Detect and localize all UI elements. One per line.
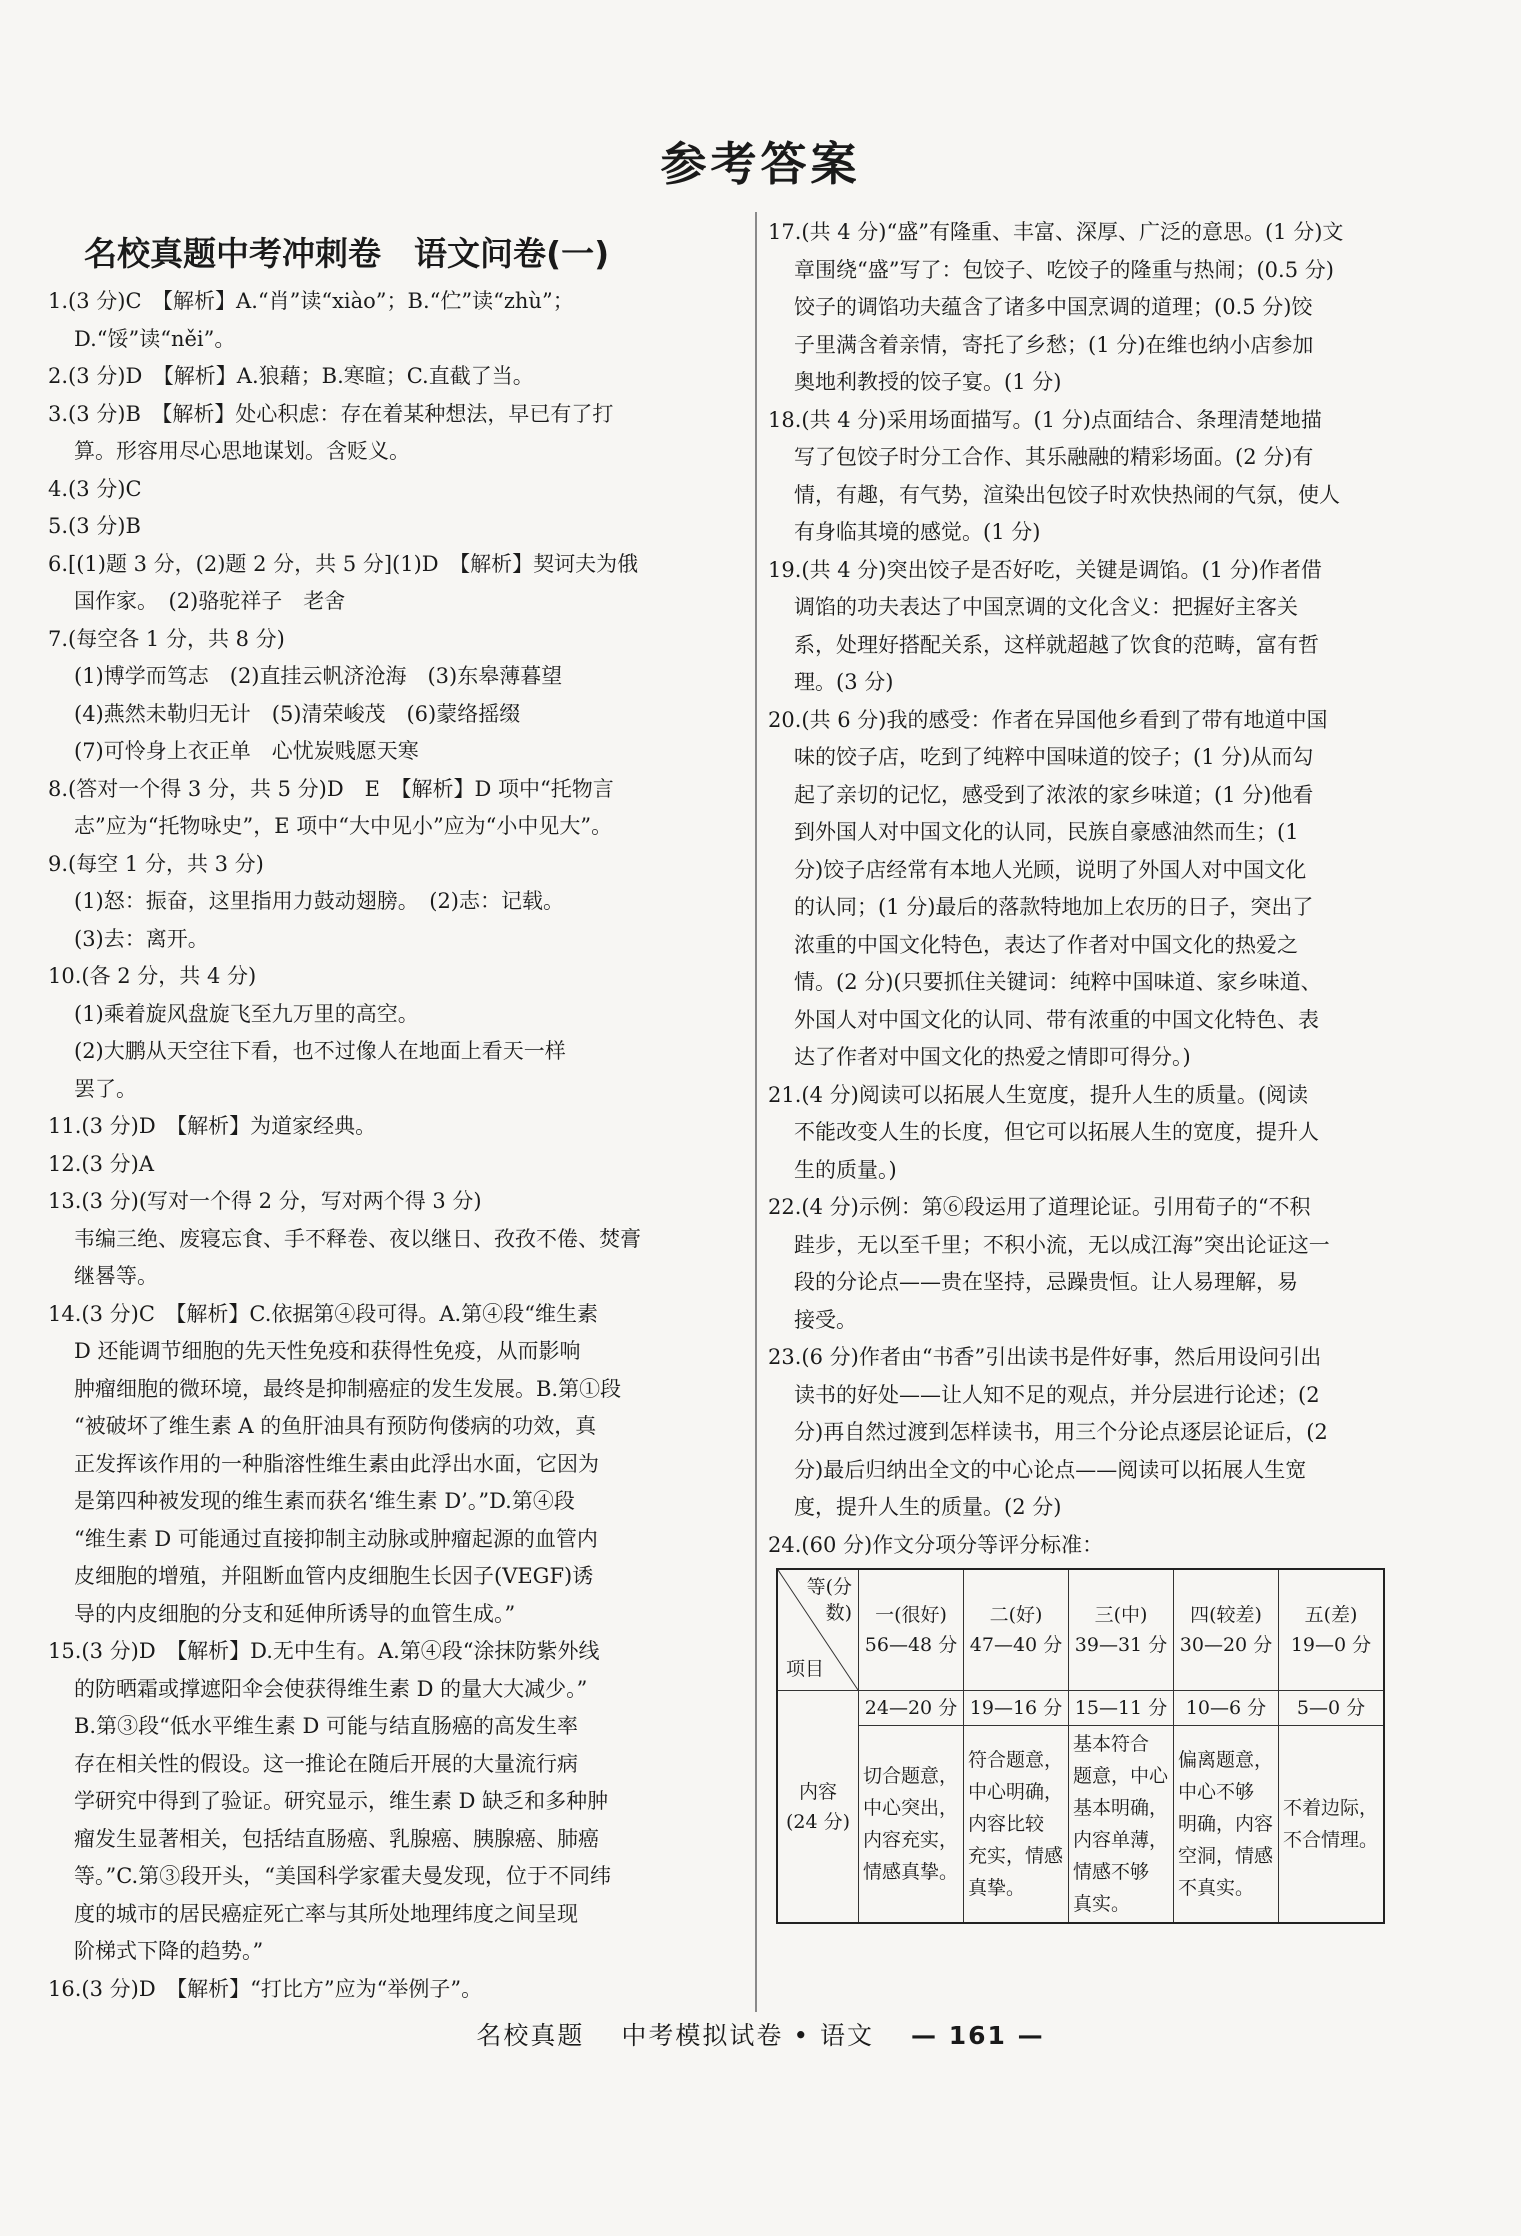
answer-item: 23.(6 分)作者由“书香”引出读书是件好事，然后用设问引出 [768,1345,1322,1369]
answer-item: 5.(3 分)B [48,514,141,538]
answer-line-continued: 读书的好处——让人知不足的观点，并分层进行论述；(2 [794,1382,1320,1407]
answer-line-continued: 子里满含着亲情，寄托了乡愁；(1 分)在维也纳小店参加 [794,332,1314,357]
grade-header-2: 二(好) 47—40 分 [964,1569,1069,1691]
answer-item: 18.(共 4 分)采用场面描写。(1 分)点面结合、条理清楚地描 [768,407,1322,432]
answer-item: 3.(3 分)B 【解析】处心积虑：存在着某种想法，早已有了打 [48,401,614,426]
answer-line-continued: 分)再自然过渡到怎样读书，用三个分论点逐层论证后，(2 [794,1420,1328,1444]
corner-top-label: 等(分 数) [806,1576,852,1624]
grade-header-3: 三(中) 39—31 分 [1069,1569,1174,1691]
answer-line-continued: 皮细胞的增殖，并阻断血管内皮细胞生长因子(VEGF)诱 [74,1564,594,1588]
answer-line-continued: 肿瘤细胞的微环境，最终是抑制癌症的发生发展。B.第①段 [74,1376,622,1401]
row-desc-1: 切合题意， 中心突出， 内容充实， 情感真挚。 [859,1726,964,1924]
answer-line-continued: 接受。 [794,1307,857,1332]
answer-line-continued: D.“馁”读“něi”。 [74,326,236,351]
answer-item: 20.(共 6 分)我的感受：作者在异国他乡看到了带有地道中国 [768,707,1328,732]
answer-line-continued: 志”应为“托物咏史”，E 项中“大中见小”应为“小中见大”。 [74,814,613,838]
right-answer-list [768,214,1468,1564]
answer-item: 14.(3 分)C 【解析】C.依据第④段可得。A.第④段“维生素 [48,1301,598,1326]
answer-line-continued: 度的城市的居民癌症死亡率与其所处地理纬度之间呈现 [74,1901,578,1926]
answer-line-continued: 阶梯式下降的趋势。” [74,1939,264,1963]
answer-line-continued: 章围绕“盛”写了：包饺子、吃饺子的隆重与热闹；(0.5 分) [794,257,1334,282]
row-range-2: 19—16 分 [964,1691,1069,1726]
table-corner-cell [777,1569,859,1691]
page-number: — 161 — [910,2021,1045,2050]
answer-line-continued: (2)大鹏从天空往下看，也不过像人在地面上看天一样 [74,1039,566,1063]
answer-line-continued: (1)博学而笃志 (2)直挂云帆济沧海 (3)东皋薄暮望 [74,664,563,688]
footer-subtitle: 中考模拟试卷 • 语文 [621,2021,875,2050]
answer-item: 24.(60 分)作文分项分等评分标准： [768,1532,1104,1557]
row-desc-2: 符合题意， 中心明确， 内容比较 充实，情感 真挚。 [964,1726,1069,1924]
answer-item: 4.(3 分)C [48,476,142,501]
left-answer-list [48,283,738,2008]
answer-line-continued: 继晷等。 [74,1264,158,1288]
answer-item: 7.(每空各 1 分，共 8 分) [48,626,285,651]
answer-line-continued: 有身临其境的感觉。(1 分) [794,520,1041,544]
row-range-4: 10—6 分 [1174,1691,1279,1726]
answer-line-continued: 国作家。 (2)骆驼祥子 老舍 [74,589,346,613]
row-range-1: 24—20 分 [859,1691,964,1726]
answer-line-continued: (1)怒：振奋，这里指用力鼓动翅膀。 (2)志：记载。 [74,889,564,913]
page-title: 参考答案 [660,137,861,191]
answer-line-continued: “维生素 D 可能通过直接抑制主动脉或肿瘤起源的血管内 [74,1526,598,1551]
column-divider [755,212,757,2012]
answer-line-continued: 罢了。 [74,1076,137,1101]
row-desc-4: 偏离题意， 中心不够 明确，内容 空洞，情感 不真实。 [1174,1726,1279,1924]
answer-line-continued: 不能改变人生的长度，但它可以拓展人生的宽度，提升人 [794,1120,1319,1144]
answer-line-continued: 瘤发生显著相关，包括结直肠癌、乳腺癌、胰腺癌、肺癌 [74,1826,599,1851]
footer-brand: 名校真题 [476,2021,585,2050]
answer-line-continued: 存在相关性的假设。这一推论在随后开展的大量流行病 [74,1751,578,1776]
answer-line-continued: 等。”C.第③段开头，“美国科学家霍夫曼发现，位于不同纬 [74,1864,611,1888]
answer-line-continued: 理。(3 分) [794,670,894,694]
answer-line-continued: 段的分论点——贵在坚持，忌躁贵恒。让人易理解，易 [794,1270,1298,1294]
answer-line-continued: “被破坏了维生素 A 的鱼肝油具有预防佝偻病的功效，真 [74,1414,597,1438]
answer-line-continued: 是第四种被发现的维生素而获名‘维生素 D’。”D.第④段 [74,1489,575,1513]
answer-line-continued: B.第③段“低水平维生素 D 可能与结直肠癌的高发生率 [74,1714,579,1738]
answer-line-continued: 调馅的功夫表达了中国烹调的文化含义：把握好主客关 [794,595,1298,619]
answer-line-continued: 奥地利教授的饺子宴。(1 分) [794,370,1062,394]
grade-header-1: 一(很好) 56—48 分 [859,1569,964,1691]
row-desc-3: 基本符合 题意，中心 基本明确， 内容单薄， 情感不够 真实。 [1069,1726,1174,1924]
answer-line-continued: D 还能调节细胞的先天性免疫和获得性免疫，从而影响 [74,1339,581,1363]
answer-line-continued: 味的饺子店，吃到了纯粹中国味道的饺子；(1 分)从而勾 [794,745,1314,769]
row-desc-5: 不着边际， 不合情理。 [1279,1726,1385,1924]
answer-line-continued: (7)可怜身上衣正单 心忧炭贱愿天寒 [74,739,419,763]
answer-line-continued: 跬步，无以至千里；不积小流，无以成江海”突出论证这一 [794,1232,1330,1257]
answer-line-continued: 外国人对中国文化的认同、带有浓重的中国文化特色、表 [794,1007,1319,1032]
answer-item: 13.(3 分)(写对一个得 2 分，写对两个得 3 分) [48,1189,482,1213]
page-footer [0,2016,1521,2052]
answer-line-continued: 起了亲切的记忆，感受到了浓浓的家乡味道；(1 分)他看 [794,782,1314,807]
left-column [48,228,738,2008]
answer-line-continued: 生的质量。) [794,1157,897,1182]
answer-item: 2.(3 分)D 【解析】A.狼藉；B.寒暄；C.直截了当。 [48,364,534,388]
answer-item: 19.(共 4 分)突出饺子是否好吃，关键是调馅。(1 分)作者借 [768,557,1322,582]
answer-line-continued: 到外国人对中国文化的认同，民族自豪感油然而生；(1 [794,820,1299,844]
answer-line-continued: 度，提升人生的质量。(2 分) [794,1495,1062,1519]
corner-bottom-label: 项目 [786,1658,825,1680]
answer-item: 15.(3 分)D 【解析】D.无中生有。A.第④段“涂抹防紫外线 [48,1639,600,1663]
row-range-3: 15—11 分 [1069,1691,1174,1726]
answer-item: 17.(共 4 分)“盛”有隆重、丰富、深厚、广泛的意思。(1 分)文 [768,220,1344,244]
answer-line-continued: 写了包饺子时分工合作、其乐融融的精彩场面。(2 分)有 [794,445,1314,469]
answer-line-continued: 算。形容用尽心思地谋划。含贬义。 [74,439,410,463]
grade-header-5: 五(差) 19—0 分 [1279,1569,1385,1691]
essay-scoring-table [776,1568,1385,1924]
answer-item: 10.(各 2 分，共 4 分) [48,964,257,988]
answer-line-continued: 浓重的中国文化特色，表达了作者对中国文化的热爱之 [794,932,1298,957]
answer-line-continued: 分)最后归纳出全文的中心论点——阅读可以拓展人生宽 [794,1457,1307,1482]
right-column [768,214,1468,1924]
answer-line-continued: 学研究中得到了验证。研究显示，维生素 D 缺乏和多种肿 [74,1789,609,1813]
row-label-content: 内容 (24 分) [777,1691,859,1924]
answer-line-continued: 情，有趣，有气势，渲染出包饺子时欢快热闹的气氛，使人 [794,482,1340,507]
answer-line-continued: 饺子的调馅功夫蕴含了诸多中国烹调的道理；(0.5 分)饺 [794,295,1313,319]
answer-item: 21.(4 分)阅读可以拓展人生宽度，提升人生的质量。(阅读 [768,1082,1309,1107]
answer-item: 22.(4 分)示例：第⑥段运用了道理论证。引用荀子的“不积 [768,1195,1311,1219]
answer-item: 8.(答对一个得 3 分，共 5 分)D E 【解析】D 项中“托物言 [48,776,614,801]
grade-header-4: 四(较差) 30—20 分 [1174,1569,1279,1691]
answer-line-continued: (3)去：离开。 [74,926,209,951]
answer-line-continued: (1)乘着旋风盘旋飞至九万里的高空。 [74,1001,419,1026]
answer-line-continued: 正发挥该作用的一种脂溶性维生素由此浮出水面，它因为 [74,1451,599,1476]
row-range-5: 5—0 分 [1279,1691,1385,1726]
answer-line-continued: 导的内皮细胞的分支和延伸所诱导的血管生成。” [74,1601,516,1626]
answer-line-continued: 韦编三绝、废寝忘食、手不释卷、夜以继日、孜孜不倦、焚膏 [74,1226,641,1251]
answer-line-continued: 情。(2 分)(只要抓住关键词：纯粹中国味道、家乡味道、 [794,970,1322,994]
answer-line-continued: 的认同；(1 分)最后的落款特地加上农历的日子，突出了 [794,895,1314,919]
answer-item: 16.(3 分)D 【解析】“打比方”应为“举例子”。 [48,1976,483,2001]
answer-item: 11.(3 分)D 【解析】为道家经典。 [48,1114,377,1138]
answer-line-continued: 系，处理好搭配关系，这样就超越了饮食的范畴，富有哲 [794,632,1319,657]
answer-item: 1.(3 分)C 【解析】A.“肖”读“xiào”；B.“伫”读“zhù”； [48,289,574,313]
answer-item: 12.(3 分)A [48,1151,154,1176]
answer-line-continued: 的防晒霜或撑遮阳伞会使获得维生素 D 的量大大减少。” [74,1676,588,1701]
answer-line-continued: (4)燕然未勒归无计 (5)清荣峻茂 (6)蒙络摇缀 [74,701,521,726]
answer-item: 9.(每空 1 分，共 3 分) [48,851,264,876]
answer-line-continued: 分)饺子店经常有本地人光顾，说明了外国人对中国文化 [794,857,1307,882]
answer-item: 6.[(1)题 3 分，(2)题 2 分，共 5 分](1)D 【解析】契诃夫为俄 [48,551,639,576]
section-title: 名校真题中考冲刺卷 语文问卷(一) [84,234,610,273]
answer-line-continued: 达了作者对中国文化的热爱之情即可得分。) [794,1045,1191,1069]
